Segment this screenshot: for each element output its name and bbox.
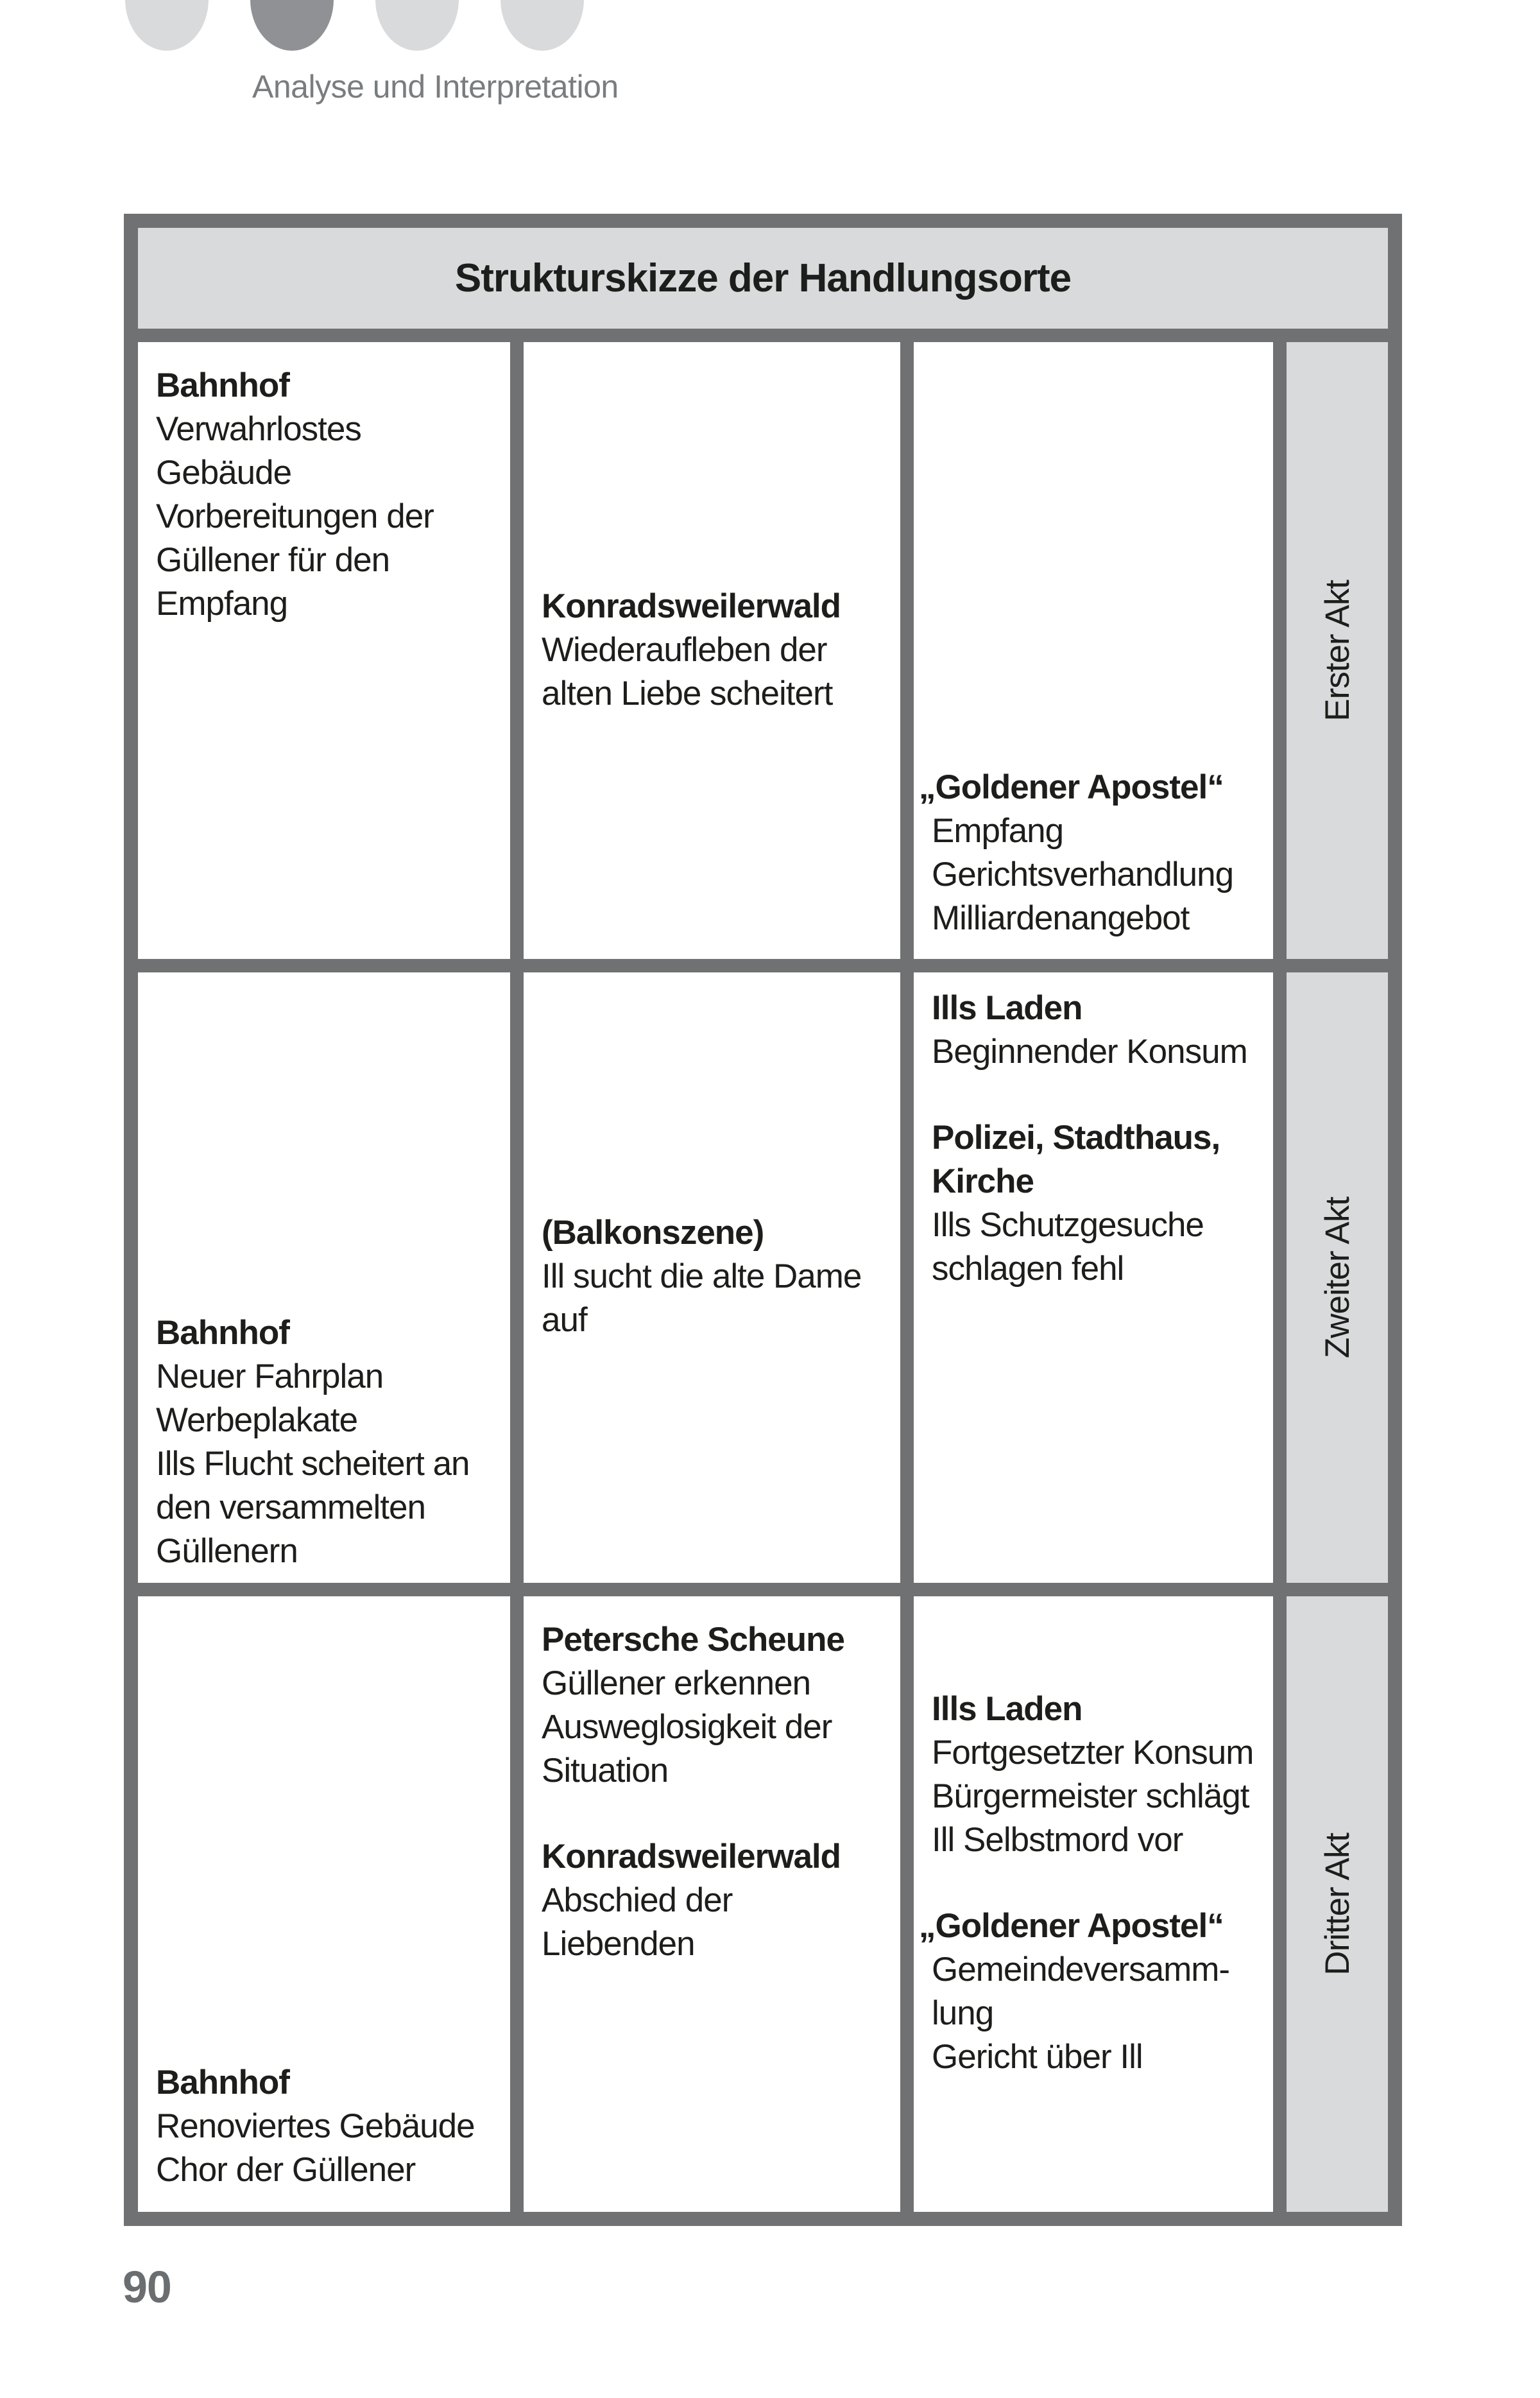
- text-line: Gericht über Ill: [932, 2038, 1143, 2076]
- structure-table: [124, 214, 1402, 2226]
- text-block: [932, 1116, 1269, 1291]
- act-cell-dritter-akt: [1287, 1596, 1388, 2212]
- text-line: Bahnhof: [156, 367, 289, 404]
- act-cell-zweiter-akt: [1287, 972, 1388, 1583]
- text-line: Güllener erkennen: [542, 1664, 811, 1702]
- table-cell-act2-bahnhof: [138, 972, 510, 1583]
- text-line: Konradsweilerwald: [542, 1838, 841, 1876]
- table-cell-act2-balkonszene: [524, 972, 900, 1583]
- text-line: den versammelten: [156, 1488, 425, 1526]
- text-line: Gebäude: [156, 454, 292, 492]
- text-line: Milliardenangebot: [932, 899, 1190, 937]
- section-label: Analyse und Interpretation: [252, 69, 619, 105]
- text-line: Neuer Fahrplan: [156, 1358, 384, 1395]
- text-line: Empfang: [932, 812, 1064, 850]
- text-line: Kirche: [932, 1162, 1034, 1200]
- text-line: Ausweglosigkeit der: [542, 1708, 832, 1746]
- table-cell-act3-bahnhof: [138, 1596, 510, 2212]
- text-block: [542, 1618, 896, 1793]
- table-cell-act1-bahnhof: [138, 342, 510, 959]
- text-line: Verwahrlostes: [156, 410, 361, 448]
- text-line: Güllener für den: [156, 541, 390, 579]
- text-line: Beginnender Konsum: [932, 1033, 1247, 1071]
- table-cell-act1-goldener-apostel: [914, 342, 1273, 959]
- table-title: Strukturskizze der Handlungsorte: [454, 256, 1072, 300]
- text-block: [156, 2061, 506, 2192]
- act-cell-erster-akt: [1287, 342, 1388, 959]
- text-line: Vorbereitungen der: [156, 497, 434, 535]
- text-line: Petersche Scheune: [542, 1621, 845, 1659]
- text-line: Renoviertes Gebäude: [156, 2107, 475, 2145]
- text-line: Ills Laden: [932, 989, 1082, 1027]
- text-line: Gerichtsverhandlung: [932, 856, 1234, 893]
- table-cell-act3-petersche-scheune: [524, 1596, 900, 2212]
- page-number: 90: [123, 2262, 171, 2312]
- text-block: [542, 585, 896, 716]
- text-line: Polizei, Stadthaus,: [932, 1119, 1220, 1157]
- dot-decoration-2: [250, 0, 334, 51]
- text-line: Ill Selbstmord vor: [932, 1821, 1183, 1859]
- dot-decoration-1: [125, 0, 209, 51]
- text-line: lung: [932, 1994, 994, 2032]
- text-line: Ill sucht die alte Dame: [542, 1257, 862, 1295]
- text-line: Werbeplakate: [156, 1401, 358, 1439]
- text-block: [156, 364, 506, 626]
- act-label-dritter-akt: Dritter Akt: [1318, 1833, 1356, 1976]
- text-block: [932, 987, 1269, 1074]
- text-line: Ills Flucht scheitert an: [156, 1445, 470, 1483]
- text-line: auf: [542, 1301, 587, 1339]
- table-cell-act3-ills-laden-apostel: [914, 1596, 1273, 2212]
- text-line: Fortgesetzter Konsum: [932, 1734, 1254, 1772]
- text-line: Konradsweilerwald: [542, 587, 841, 625]
- text-block: [932, 1687, 1269, 1862]
- text-block: [919, 766, 1269, 940]
- act-label-zweiter-akt: Zweiter Akt: [1318, 1196, 1356, 1359]
- text-line: „Goldener Apostel“: [919, 768, 1224, 806]
- text-block: [542, 1835, 896, 1966]
- text-line: Bahnhof: [156, 1314, 289, 1352]
- text-block: [919, 1904, 1269, 2079]
- text-line: Empfang: [156, 585, 288, 623]
- text-line: Abschied der: [542, 1881, 733, 1919]
- text-line: Bürgermeister schlägt: [932, 1777, 1249, 1815]
- text-block: [542, 1211, 896, 1342]
- text-line: Wiederaufleben der: [542, 631, 827, 669]
- text-line: „Goldener Apostel“: [919, 1907, 1224, 1945]
- text-block: [156, 1311, 506, 1573]
- text-line: Liebenden: [542, 1925, 695, 1963]
- text-line: Situation: [542, 1752, 669, 1790]
- text-line: alten Liebe scheitert: [542, 675, 833, 712]
- dot-decoration-4: [501, 0, 584, 51]
- act-label-erster-akt: Erster Akt: [1318, 580, 1356, 721]
- text-line: Gemeindeversamm-: [932, 1951, 1230, 1988]
- text-line: schlagen fehl: [932, 1250, 1124, 1288]
- text-line: Bahnhof: [156, 2064, 289, 2101]
- text-line: (Balkonszene): [542, 1214, 764, 1252]
- dot-decoration-3: [375, 0, 459, 51]
- table-cell-act1-konradsweilerwald: [524, 342, 900, 959]
- text-line: Güllenern: [156, 1532, 298, 1570]
- text-line: Ills Laden: [932, 1690, 1082, 1728]
- text-line: Chor der Güllener: [156, 2151, 416, 2189]
- table-cell-act2-ills-laden-polizei: [914, 972, 1273, 1583]
- table-title-bar: [138, 228, 1388, 329]
- text-line: Ills Schutzgesuche: [932, 1206, 1204, 1244]
